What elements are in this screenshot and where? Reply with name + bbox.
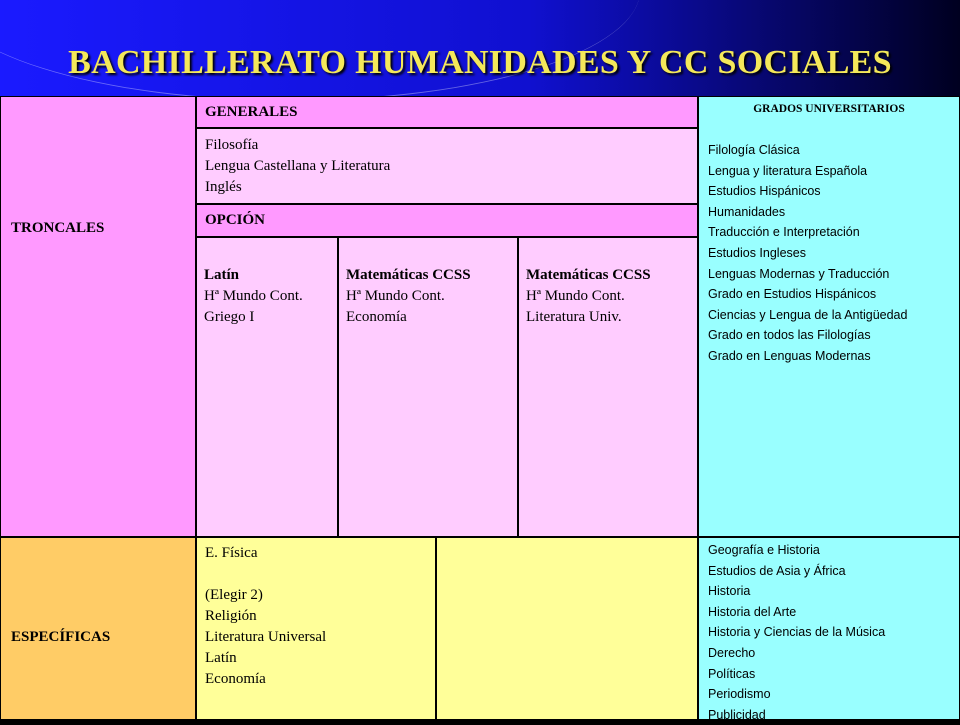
page-title: BACHILLERATO HUMANIDADES Y CC SOCIALES (68, 44, 892, 81)
list-item: Lengua y literatura Española (708, 163, 868, 178)
list-item: Grado en Lenguas Modernas (708, 348, 871, 363)
list-item: Literatura Universal (205, 629, 327, 645)
list-item: Grado en Estudios Hispánicos (708, 287, 877, 302)
list-item: Lenguas Modernas y Traducción (708, 266, 890, 281)
especificas-label-cell (0, 537, 196, 720)
list-item: Ciencias y Lengua de la Antigüedad (708, 307, 908, 322)
slide-header (0, 0, 960, 96)
grados-header: GRADOS UNIVERSITARIOS (753, 103, 905, 115)
list-item: Derecho (708, 645, 756, 660)
list-item: Grado en todos las Filologías (708, 328, 871, 343)
list-item: Economía (205, 671, 266, 687)
list-item: Hª Mundo Cont. (346, 288, 445, 304)
opcion-2-head: Matemáticas CCSS (346, 267, 471, 283)
opcion-column-2 (338, 237, 518, 537)
opcion-3-head: Matemáticas CCSS (526, 267, 651, 283)
list-item: Historia del Arte (708, 604, 797, 619)
list-item: Humanidades (708, 204, 786, 219)
grados-list-2 (708, 540, 885, 725)
opcion-header-cell (196, 204, 698, 237)
troncales-label: TRONCALES (11, 220, 105, 236)
list-item: Hª Mundo Cont. (526, 288, 625, 304)
list-item: Periodismo (708, 687, 771, 702)
list-item: Filología Clásica (708, 143, 800, 157)
list-item: Inglés (205, 179, 242, 195)
opcion-header: OPCIÓN (205, 212, 265, 228)
list-item: Historia (708, 584, 751, 599)
list-item: Traducción e Interpretación (708, 225, 860, 240)
generales-list (205, 135, 390, 198)
troncales-label-cell (0, 96, 196, 537)
list-item: Publicidad (708, 707, 766, 722)
list-item: Estudios Hispánicos (708, 184, 821, 199)
especificas-choose: (Elegir 2) (205, 587, 263, 603)
grados-cell-top (698, 96, 960, 537)
list-item: Estudios de Asia y África (708, 563, 846, 578)
list-item: Lengua Castellana y Literatura (205, 158, 391, 174)
generales-header: GENERALES (205, 104, 298, 120)
list-item: Estudios Ingleses (708, 245, 806, 260)
generales-header-cell (196, 96, 698, 128)
generales-body-cell (196, 128, 698, 204)
especificas-first: E. Física (205, 545, 258, 561)
opcion-1-head: Latín (204, 267, 240, 283)
especificas-label: ESPECÍFICAS (11, 629, 111, 645)
list-item: Políticas (708, 666, 756, 681)
grados-cell-bottom (698, 537, 960, 720)
list-item: Religión (205, 608, 257, 624)
list-item: Historia y Ciencias de la Música (708, 625, 886, 640)
grados-list-1 (708, 140, 907, 367)
opcion-column-3 (518, 237, 698, 537)
list-item: Geografía e Historia (708, 543, 820, 557)
list-item: Literatura Univ. (526, 309, 622, 325)
especificas-body-cell (196, 537, 436, 720)
list-item: Economía (346, 309, 407, 325)
opcion-column-1 (196, 237, 338, 537)
especificas-empty-cell (436, 537, 698, 720)
list-item: Filosofía (205, 137, 259, 153)
list-item: Hª Mundo Cont. (204, 288, 303, 304)
list-item: Griego I (204, 309, 255, 325)
list-item: Latín (205, 650, 237, 666)
